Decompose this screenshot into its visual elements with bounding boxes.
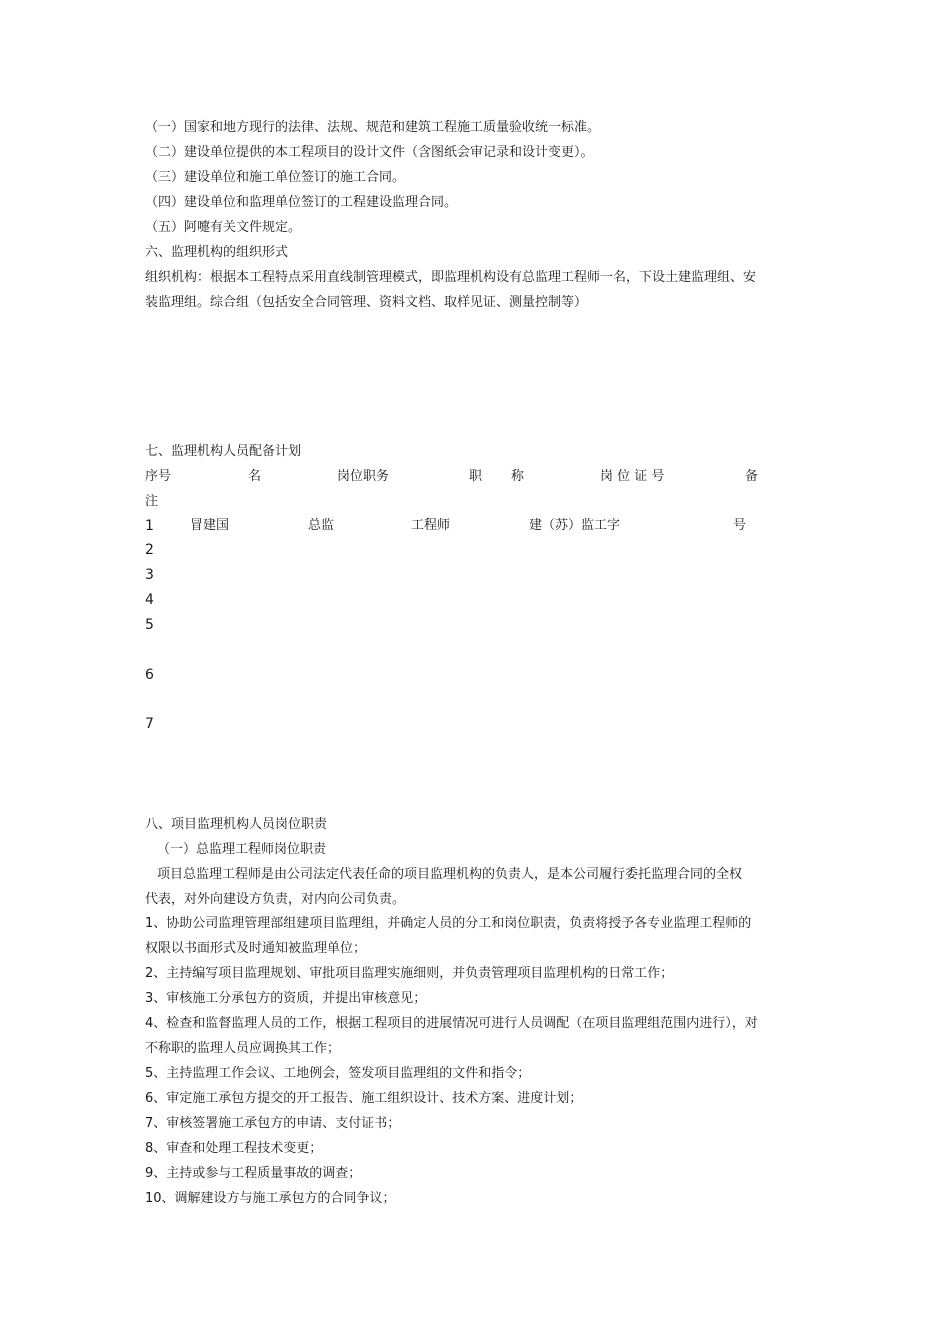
basis-item-3: （三）建设单位和施工单位签订的施工合同。 — [145, 170, 406, 185]
row3-seq: 3 — [145, 567, 154, 583]
row1-seq: 1 — [145, 518, 154, 534]
duty-5: 5、主持监理工作会议、工地例会，签发项目监理组的文件和指令； — [145, 1066, 531, 1081]
duty-1a: 1、协助公司监理管理部组建项目监理组，并确定人员的分工和岗位职责，负责将授予各专业监理工程师的 — [145, 916, 752, 931]
section8-intro-line1: 项目总监理工程师是由公司法定代表任命的项目监理机构的负责人，是本公司履行委托监理合同的全权 — [157, 867, 743, 882]
col-header-name: 名 — [248, 469, 262, 484]
row4-seq: 4 — [145, 592, 154, 608]
col-header-remark-1: 备 — [745, 469, 759, 484]
basis-item-4: （四）建设单位和监理单位签订的工程建设监理合同。 — [145, 195, 458, 210]
duty-6: 6、审定施工承包方提交的开工报告、施工组织设计、技术方案、进度计划； — [145, 1091, 583, 1106]
basis-item-2: （二）建设单位提供的本工程项目的设计文件（含图纸会审记录和设计变更）。 — [145, 145, 594, 160]
row1-post: 总监 — [308, 518, 335, 533]
basis-item-5: （五）阿嚏有关文件规定。 — [145, 220, 302, 235]
section6-body-line1: 组织机构：根据本工程特点采用直线制管理模式，即监理机构设有总监理工程师一名，下设土建监理组、安 — [145, 270, 757, 285]
col-header-seq: 序号 — [145, 469, 172, 484]
col-header-cert: 岗 位 证 号 — [600, 469, 665, 484]
row1-cert: 建（苏）监工字 — [529, 518, 621, 533]
duty-10: 10、调解建设方与施工承包方的合同争议； — [145, 1191, 396, 1206]
section6-heading: 六、监理机构的组织形式 — [145, 245, 289, 260]
row1-title: 工程师 — [411, 518, 451, 533]
duty-9: 9、主持或参与工程质量事故的调查； — [145, 1166, 362, 1181]
col-header-remark-2: 注 — [145, 494, 159, 509]
section6-body-line2: 装监理组。综合组（包括安全合同管理、资料文档、取样见证、测量控制等） — [145, 295, 588, 310]
duty-1b: 权限以书面形式及时通知被监理单位； — [145, 941, 367, 956]
row7-seq: 7 — [145, 716, 154, 732]
duty-3: 3、审核施工分承包方的资质，并提出审核意见； — [145, 991, 427, 1006]
row5-seq: 5 — [145, 617, 154, 633]
section8-intro-line2: 代表，对外向建设方负责，对内向公司负责。 — [145, 892, 406, 907]
section8-sub1: （一）总监理工程师岗位职责 — [157, 842, 327, 857]
row2-seq: 2 — [145, 542, 154, 558]
row1-name: 冒建国 — [190, 518, 230, 533]
col-header-title-2: 称 — [511, 469, 525, 484]
col-header-title-1: 职 — [469, 469, 483, 484]
duty-2: 2、主持编写项目监理规划、审批项目监理实施细则，并负责管理项目监理机构的日常工作； — [145, 966, 674, 981]
duty-4b: 不称职的监理人员应调换其工作； — [145, 1041, 341, 1056]
basis-item-1: （一）国家和地方现行的法律、法规、规范和建筑工程施工质量验收统一标准。 — [145, 120, 601, 135]
row6-seq: 6 — [145, 667, 154, 683]
section8-heading: 八、项目监理机构人员岗位职责 — [145, 817, 328, 832]
duty-8: 8、审查和处理工程技术变更； — [145, 1141, 323, 1156]
section7-heading: 七、监理机构人员配备计划 — [145, 444, 302, 459]
row1-cert-suffix: 号 — [733, 518, 747, 533]
duty-7: 7、审核签署施工承包方的申请、支付证书； — [145, 1116, 401, 1131]
duty-4a: 4、检查和监督监理人员的工作，根据工程项目的进展情况可进行人员调配（在项目监理组范围内进行），对 — [145, 1016, 758, 1031]
col-header-post: 岗位职务 — [337, 469, 390, 484]
